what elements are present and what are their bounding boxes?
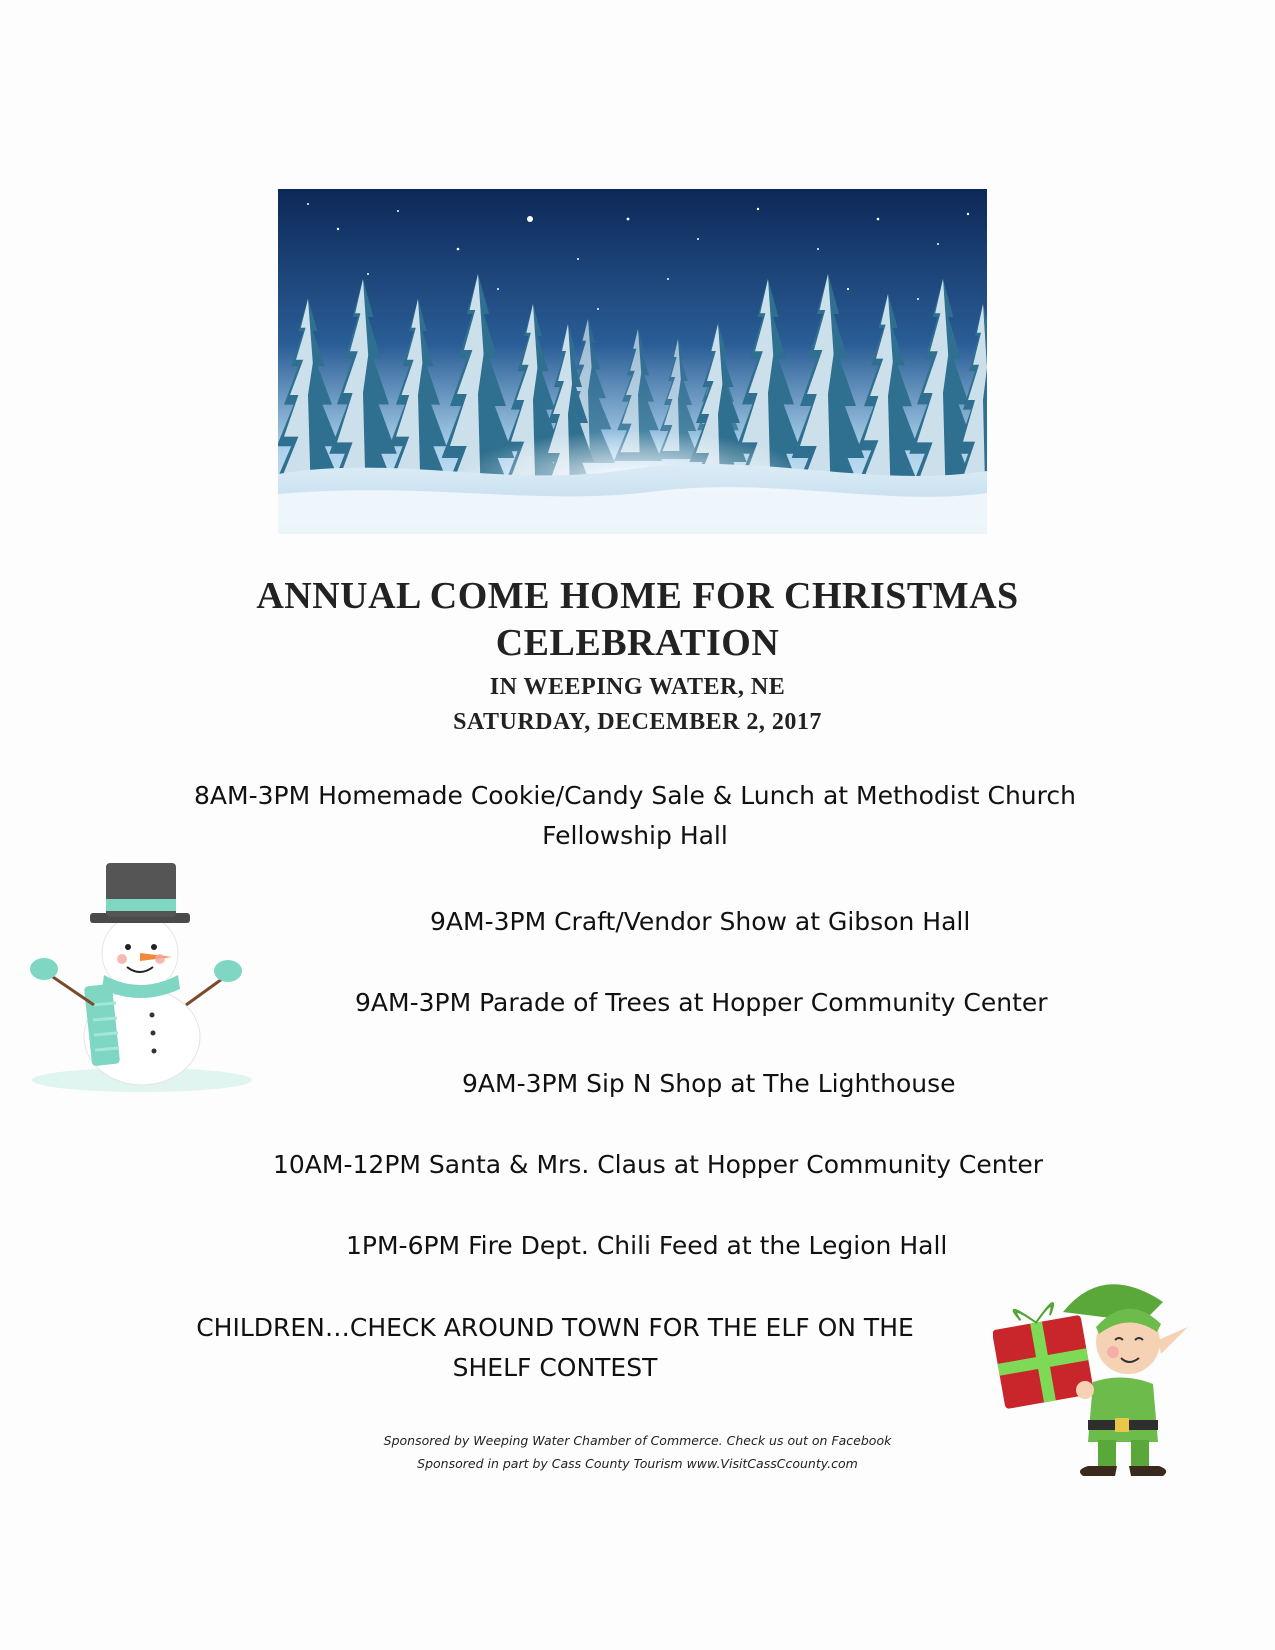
elf-with-gift-icon <box>993 1272 1193 1484</box>
title-line-2: CELEBRATION <box>495 622 780 664</box>
event-item-sip-n-shop: 9AM-3PM Sip N Shop at The Lighthouse <box>462 1069 956 1098</box>
sponsor-line-2: Sponsored in part by Cass County Tourism www.VisitCassCcounty.com <box>417 1456 858 1471</box>
title-line-1: ANNUAL COME HOME FOR CHRISTMAS <box>256 575 1019 617</box>
event-item-chili-feed: 1PM-6PM Fire Dept. Chili Feed at the Legion Hall <box>346 1231 948 1260</box>
event-location: IN WEEPING WATER, NE <box>489 674 786 700</box>
event-date: SATURDAY, DECEMBER 2, 2017 <box>453 709 822 735</box>
snowy-forest-image <box>278 189 987 534</box>
event-item-cookie-sale: 8AM-3PM Homemade Cookie/Candy Sale & Lunch at Methodist Church Fellowship Hall <box>194 781 1076 850</box>
sponsor-line-1: Sponsored by Weeping Water Chamber of Commerce. Check us out on Facebook <box>383 1433 892 1448</box>
event-item-craft-show: 9AM-3PM Craft/Vendor Show at Gibson Hall <box>430 907 971 936</box>
event-item-parade-of-trees: 9AM-3PM Parade of Trees at Hopper Community Center <box>355 988 1048 1017</box>
event-item-santa-visit: 10AM-12PM Santa & Mrs. Claus at Hopper Community Center <box>273 1150 1044 1179</box>
snowman-icon <box>22 855 254 1095</box>
winter-forest-banner <box>278 189 987 534</box>
children-elf-contest-notice: CHILDREN…CHECK AROUND TOWN FOR THE ELF ON THE SHELF CONTEST <box>196 1313 914 1382</box>
